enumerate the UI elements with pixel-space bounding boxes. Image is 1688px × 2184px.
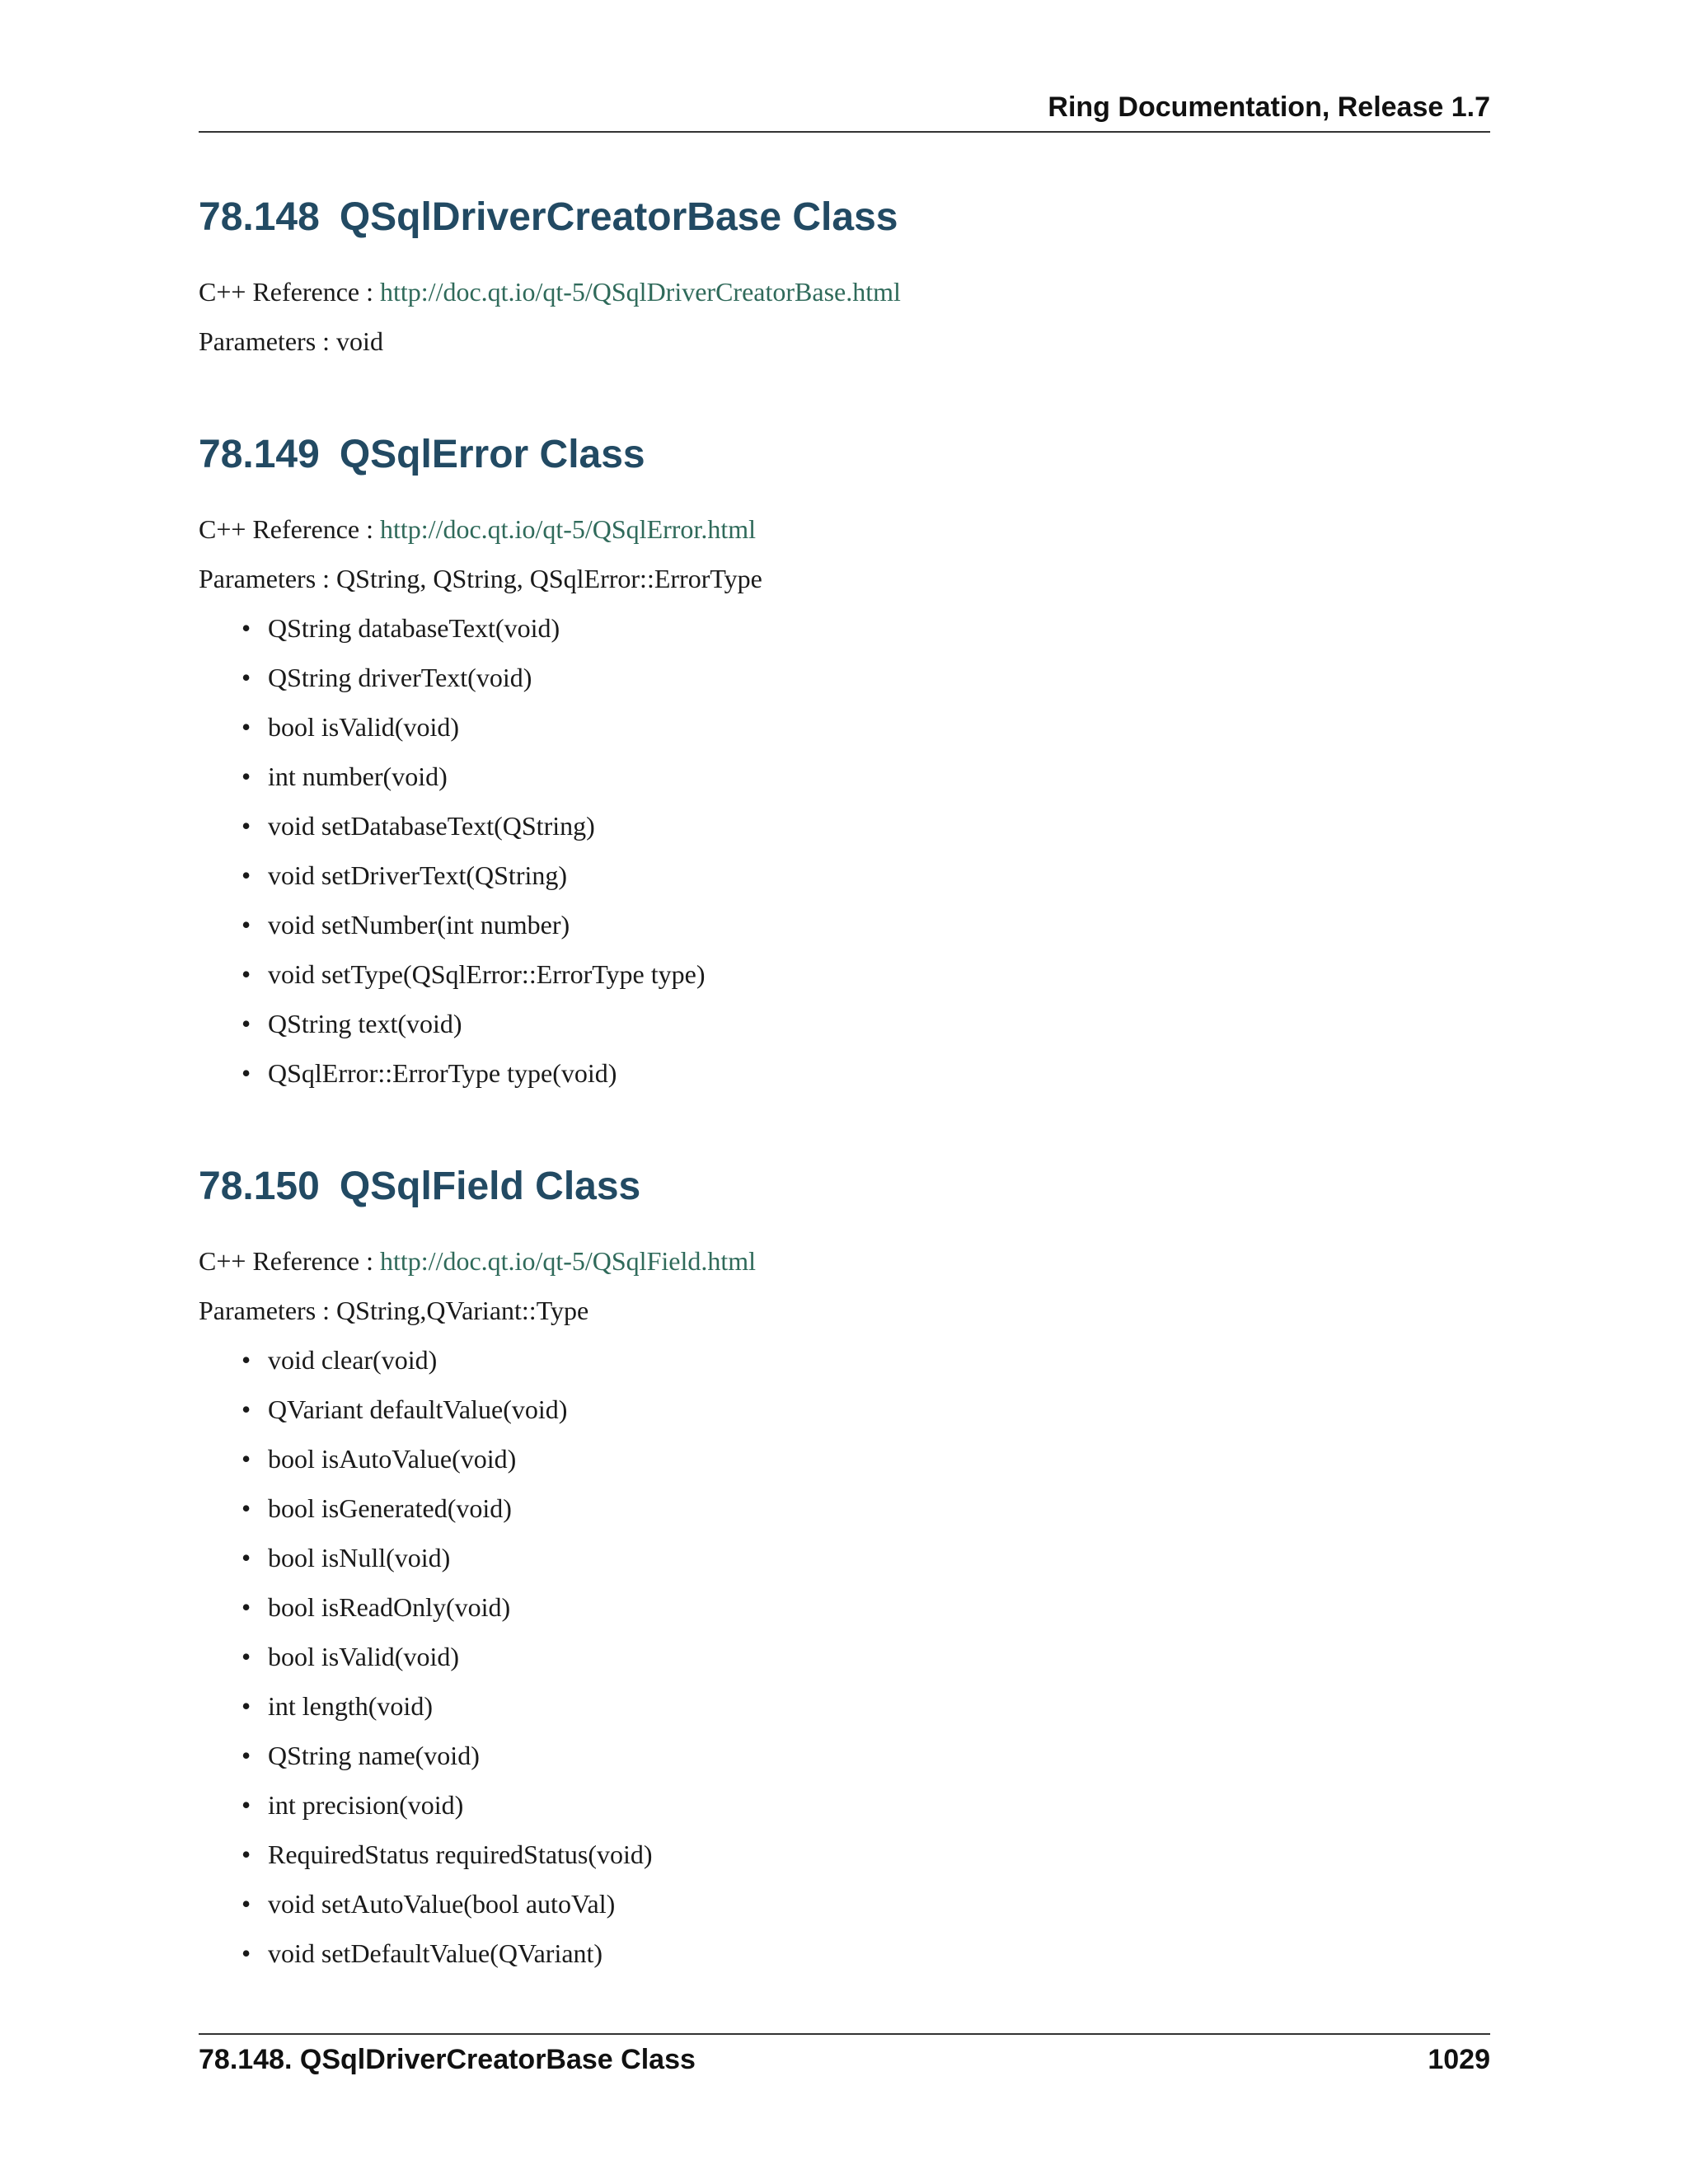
method-signature: void setDatabaseText(QString) bbox=[268, 811, 595, 841]
bullet-icon: • bbox=[241, 712, 251, 742]
bullet-icon: • bbox=[241, 1938, 251, 1968]
method-signature: void setNumber(int number) bbox=[268, 910, 570, 940]
bullet-icon: • bbox=[241, 1394, 251, 1424]
method-signature: QVariant defaultValue(void) bbox=[268, 1394, 568, 1424]
method-signature: QString text(void) bbox=[268, 1009, 462, 1038]
method-signature: bool isAutoValue(void) bbox=[268, 1444, 517, 1474]
list-item bbox=[199, 1582, 1490, 1632]
list-item bbox=[199, 1048, 1490, 1098]
parameters: Parameters : void bbox=[199, 326, 383, 356]
list-item bbox=[199, 1385, 1490, 1434]
method-signature: bool isReadOnly(void) bbox=[268, 1592, 511, 1622]
bullet-icon: • bbox=[241, 860, 251, 890]
list-item bbox=[199, 1731, 1490, 1780]
list-item bbox=[199, 653, 1490, 702]
list-item bbox=[199, 702, 1490, 752]
list-item bbox=[199, 1830, 1490, 1879]
method-signature: bool isNull(void) bbox=[268, 1543, 451, 1572]
list-item bbox=[199, 1929, 1490, 1978]
bullet-icon: • bbox=[241, 1691, 251, 1721]
reference-label: C++ Reference : bbox=[199, 277, 380, 307]
method-signature: bool isGenerated(void) bbox=[268, 1493, 512, 1523]
section-qsqlerror bbox=[199, 430, 1490, 1098]
list-item bbox=[199, 752, 1490, 801]
section-title: QSqlError Class bbox=[339, 433, 645, 476]
bullet-icon: • bbox=[241, 1840, 251, 1869]
method-signature: void setDefaultValue(QVariant) bbox=[268, 1938, 603, 1968]
document-title: Ring Documentation, Release 1.7 bbox=[1048, 91, 1490, 123]
section-number: 78.150 bbox=[199, 1165, 320, 1208]
list-item bbox=[199, 801, 1490, 851]
method-signature: QString databaseText(void) bbox=[268, 613, 560, 643]
section-heading bbox=[199, 1162, 1490, 1212]
section-title: QSqlDriverCreatorBase Class bbox=[339, 195, 898, 239]
list-item bbox=[199, 1483, 1490, 1533]
bullet-icon: • bbox=[241, 1058, 251, 1088]
list-item bbox=[199, 1533, 1490, 1582]
method-signature: void clear(void) bbox=[268, 1345, 438, 1375]
bullet-icon: • bbox=[241, 613, 251, 643]
section-heading bbox=[199, 430, 1490, 480]
reference-link[interactable]: http://doc.qt.io/qt-5/QSqlError.html bbox=[380, 514, 756, 544]
parameters: Parameters : QString,QVariant::Type bbox=[199, 1296, 589, 1325]
page-number: 1029 bbox=[1428, 2044, 1490, 2075]
list-item bbox=[199, 999, 1490, 1048]
list-item bbox=[199, 603, 1490, 653]
footer-section-title: 78.148. QSqlDriverCreatorBase Class bbox=[199, 2044, 696, 2075]
list-item bbox=[199, 851, 1490, 900]
bullet-icon: • bbox=[241, 1009, 251, 1038]
bullet-icon: • bbox=[241, 663, 251, 692]
bullet-icon: • bbox=[241, 1889, 251, 1919]
list-item bbox=[199, 1681, 1490, 1731]
method-signature: QString name(void) bbox=[268, 1741, 480, 1770]
page-footer bbox=[199, 2033, 1490, 2084]
method-signature: void setDriverText(QString) bbox=[268, 860, 568, 890]
bullet-icon: • bbox=[241, 1642, 251, 1671]
bullet-icon: • bbox=[241, 1790, 251, 1820]
method-list bbox=[199, 1335, 1490, 1978]
bullet-icon: • bbox=[241, 1592, 251, 1622]
method-list bbox=[199, 603, 1490, 1098]
bullet-icon: • bbox=[241, 1345, 251, 1375]
list-item bbox=[199, 949, 1490, 999]
reference-label: C++ Reference : bbox=[199, 514, 380, 544]
method-signature: bool isValid(void) bbox=[268, 1642, 459, 1671]
parameters: Parameters : QString, QString, QSqlError::ErrorType bbox=[199, 564, 762, 593]
method-signature: int length(void) bbox=[268, 1691, 433, 1721]
bullet-icon: • bbox=[241, 959, 251, 989]
section-qsqldrivercreatorbase bbox=[199, 193, 1490, 366]
list-item bbox=[199, 900, 1490, 949]
method-signature: QString driverText(void) bbox=[268, 663, 532, 692]
method-signature: void setType(QSqlError::ErrorType type) bbox=[268, 959, 706, 989]
section-heading bbox=[199, 193, 1490, 242]
cpp-reference bbox=[199, 267, 1490, 316]
page-header bbox=[199, 91, 1490, 133]
bullet-icon: • bbox=[241, 762, 251, 791]
list-item bbox=[199, 1879, 1490, 1929]
bullet-icon: • bbox=[241, 1493, 251, 1523]
list-item bbox=[199, 1434, 1490, 1483]
cpp-reference bbox=[199, 1236, 1490, 1286]
method-signature: bool isValid(void) bbox=[268, 712, 459, 742]
section-qsqlfield bbox=[199, 1162, 1490, 1978]
list-item bbox=[199, 1780, 1490, 1830]
method-signature: RequiredStatus requiredStatus(void) bbox=[268, 1840, 653, 1869]
reference-link[interactable]: http://doc.qt.io/qt-5/QSqlField.html bbox=[380, 1246, 757, 1276]
reference-link[interactable]: http://doc.qt.io/qt-5/QSqlDriverCreatorBase.html bbox=[380, 277, 901, 307]
bullet-icon: • bbox=[241, 910, 251, 940]
cpp-reference bbox=[199, 504, 1490, 554]
bullet-icon: • bbox=[241, 811, 251, 841]
reference-label: C++ Reference : bbox=[199, 1246, 380, 1276]
bullet-icon: • bbox=[241, 1543, 251, 1572]
method-signature: void setAutoValue(bool autoVal) bbox=[268, 1889, 616, 1919]
section-title: QSqlField Class bbox=[339, 1165, 641, 1208]
section-number: 78.148 bbox=[199, 195, 320, 239]
list-item bbox=[199, 1632, 1490, 1681]
method-signature: int precision(void) bbox=[268, 1790, 464, 1820]
list-item bbox=[199, 1335, 1490, 1385]
bullet-icon: • bbox=[241, 1741, 251, 1770]
method-signature: int number(void) bbox=[268, 762, 448, 791]
section-number: 78.149 bbox=[199, 433, 320, 476]
method-signature: QSqlError::ErrorType type(void) bbox=[268, 1058, 617, 1088]
bullet-icon: • bbox=[241, 1444, 251, 1474]
